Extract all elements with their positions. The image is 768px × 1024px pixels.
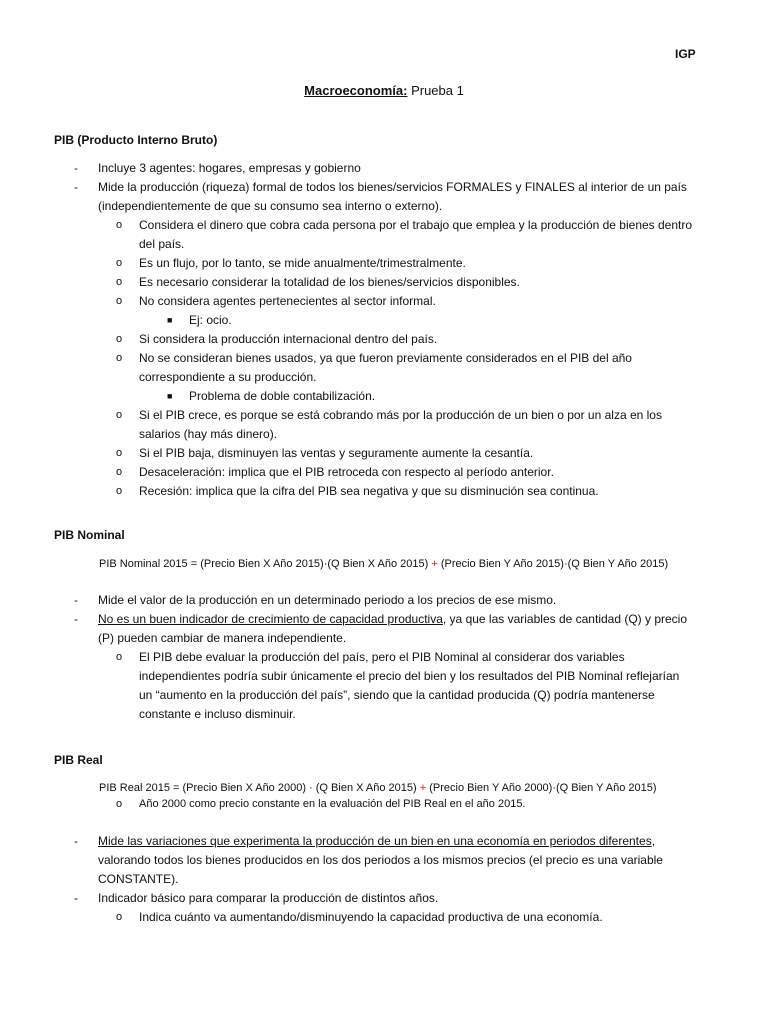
list-item: o Si el PIB crece, es porque se está cobrando más por la producción de un bien o por un alza en los salarios (hay más dinero). <box>116 408 662 441</box>
list-item: - Incluye 3 agentes: hogares, empresas y gobierno <box>54 159 694 178</box>
square-bullet-icon: ■ <box>167 391 173 401</box>
list-item: o Es un flujo, por lo tanto, se mide anualmente/trimestralmente. <box>54 254 694 273</box>
circle-bullet-icon: o <box>116 276 123 288</box>
formula-real: PIB Real 2015 = (Precio Bien X Año 2000) · (Q Bien X Año 2015) + (Precio Bien Y Año 2000)·(Q Bien Y Año 2015) <box>99 782 657 794</box>
dash-marker: - <box>74 593 78 607</box>
list-item: - Indicador básico para comparar la producción de distintos años. <box>54 889 694 908</box>
formula-nominal: PIB Nominal 2015 = (Precio Bien X Año 2015)·(Q Bien X Año 2015) + (Precio Bien Y Año 2015)·(Q Bien Y Año 2015) <box>99 558 669 570</box>
list-item: o El PIB debe evaluar la producción del país, pero el PIB Nominal al considerar dos variables independientes podría subir únicamente el precio del bien y los resultados del PIB Nominal reflejarían un “aumento en la producción del país”, siendo que la cantidad producida (Q) podría mantenerse constante e incluso disminuir. <box>116 650 680 721</box>
list-item: o Si el PIB baja, disminuyen las ventas y seguramente aumente la cesantía. <box>54 444 694 463</box>
circle-bullet-icon: o <box>116 485 123 497</box>
dash-marker: - <box>74 612 78 626</box>
section-heading-pib: PIB (Producto Interno Bruto) <box>54 133 218 147</box>
page-title <box>0 81 768 100</box>
plus-sign: + <box>416 782 430 794</box>
circle-bullet-icon: o <box>116 651 123 663</box>
circle-bullet-icon: o <box>116 466 123 478</box>
title-main: Macroeconomía: <box>304 83 408 98</box>
section-heading-real: PIB Real <box>54 753 103 767</box>
dash-marker: - <box>74 834 78 848</box>
list-item: o Es necesario considerar la totalidad de los bienes/servicios disponibles. <box>54 273 694 292</box>
circle-bullet-icon: o <box>116 798 123 810</box>
title-sub: Prueba 1 <box>407 83 464 98</box>
list-item: o No se consideran bienes usados, ya que fueron previamente considerados en el PIB del año correspondiente a su producción. <box>116 351 632 384</box>
circle-bullet-icon: o <box>116 447 123 459</box>
list-item: o Año 2000 como precio constante en la evaluación del PIB Real en el año 2015. <box>54 796 694 813</box>
list-item: - No es un buen indicador de crecimiento de capacidad productiva, ya que las variables de cantidad (Q) y precio (P) pueden cambiar de manera independiente. <box>74 612 688 645</box>
list-item: - Mide el valor de la producción en un determinado periodo a los precios de ese mismo. <box>54 591 694 610</box>
dash-marker: - <box>74 891 78 905</box>
circle-bullet-icon: o <box>116 333 123 345</box>
list-item: - Mide las variaciones que experimenta la producción de un bien en una economía en periodos diferentes, valorando todos los bienes producidos en los dos periodos a los mismos precios (el precio es una variable CONSTANTE). <box>74 834 663 886</box>
list-item: o Si considera la producción internacional dentro del país. <box>54 330 694 349</box>
real-note <box>54 796 694 813</box>
section-heading-nominal: PIB Nominal <box>54 528 125 542</box>
list-item: o Indica cuánto va aumentando/disminuyendo la capacidad productiva de una economía. <box>54 908 694 927</box>
circle-bullet-icon: o <box>116 219 123 231</box>
dash-marker: - <box>74 161 78 175</box>
square-bullet-icon: ■ <box>167 315 173 325</box>
circle-bullet-icon: o <box>116 911 123 923</box>
header-label: IGP <box>675 47 696 61</box>
list-item: o Recesión: implica que la cifra del PIB sea negativa y que su disminución sea continua. <box>54 482 694 501</box>
circle-bullet-icon: o <box>116 352 123 364</box>
list-item: o Considera el dinero que cobra cada persona por el trabajo que emplea y la producción de bienes dentro del país. <box>116 218 693 251</box>
pib-list <box>54 159 694 501</box>
plus-sign: + <box>428 558 441 570</box>
list-item: o No considera agentes pertenecientes al sector informal. <box>54 292 694 311</box>
circle-bullet-icon: o <box>116 409 123 421</box>
list-item: ■ Problema de doble contabilización. <box>54 387 694 406</box>
list-item: o Desaceleración: implica que el PIB retroceda con respecto al período anterior. <box>54 463 694 482</box>
list-item: ■ Ej: ocio. <box>54 311 694 330</box>
circle-bullet-icon: o <box>116 295 123 307</box>
circle-bullet-icon: o <box>116 257 123 269</box>
list-item: - Mide la producción (riqueza) formal de todos los bienes/servicios FORMALES y FINALES al interior de un país (independientemente de que su consumo sea interno o externo). <box>74 180 687 213</box>
dash-marker: - <box>74 180 78 194</box>
nominal-list <box>54 591 694 724</box>
real-list <box>54 832 694 927</box>
